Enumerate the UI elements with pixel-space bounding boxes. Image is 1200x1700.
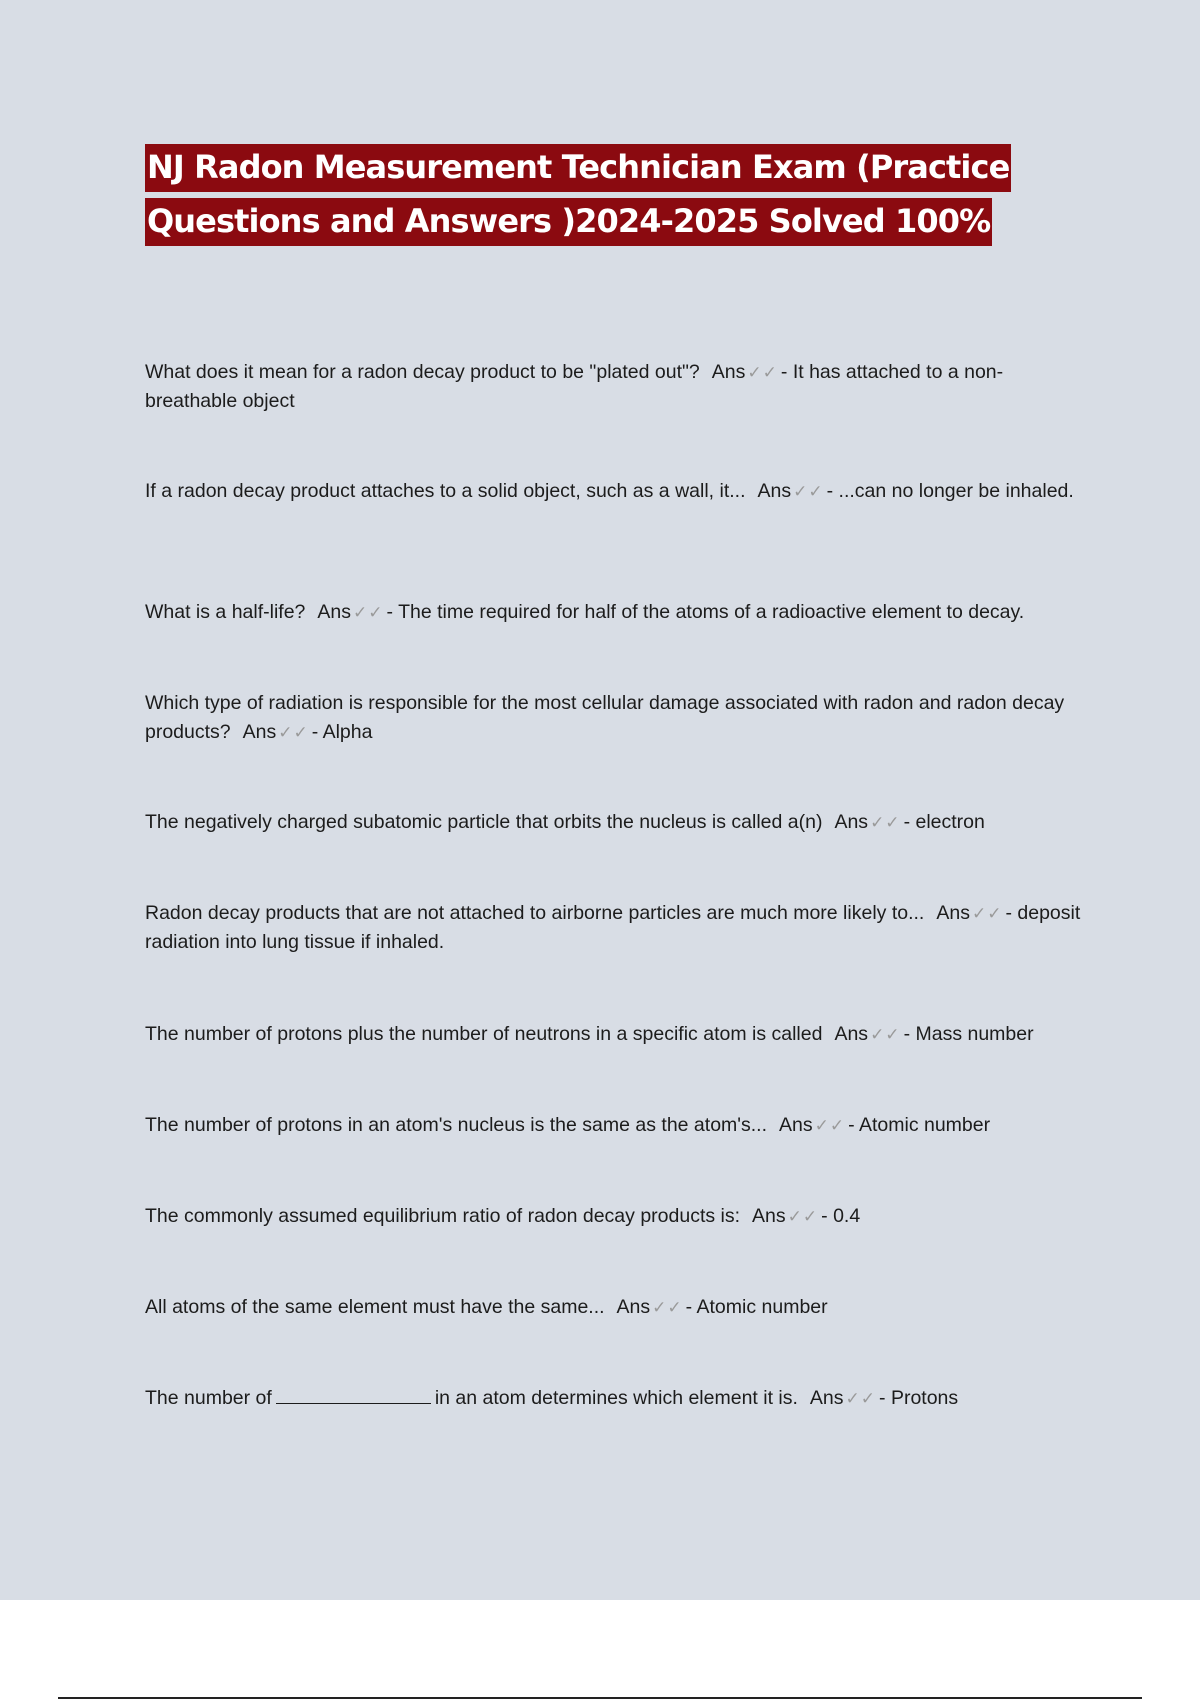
double-check-icon: ✓✓ bbox=[747, 363, 778, 382]
answer-text: Protons bbox=[890, 1387, 959, 1409]
fill-in-blank bbox=[276, 1385, 431, 1404]
ans-label: Ans bbox=[317, 601, 352, 623]
question-text: If a radon decay product attaches to a solid object, such as a wall, it... bbox=[145, 480, 746, 502]
answer-text: Atomic number bbox=[858, 1114, 991, 1136]
double-check-icon: ✓✓ bbox=[870, 1025, 901, 1044]
qa-item-8 bbox=[145, 1111, 1095, 1140]
dash: - bbox=[826, 480, 834, 502]
title-line-1: NJ Radon Measurement Technician Exam (Practice bbox=[145, 144, 1011, 192]
answer-text: Mass number bbox=[915, 1023, 1034, 1045]
answer-text: electron bbox=[915, 811, 985, 833]
question-text-after-blank: in an atom determines which element it is. bbox=[434, 1387, 798, 1409]
ans-label: Ans bbox=[752, 1205, 786, 1227]
dash: - bbox=[1005, 902, 1012, 924]
question-text: The number of protons in an atom's nucleus is the same as the atom's... bbox=[145, 1114, 768, 1136]
answer-text: ...can no longer be inhaled. bbox=[838, 480, 1074, 502]
dash: - bbox=[685, 1296, 693, 1318]
qa-item-6 bbox=[145, 899, 1095, 957]
answer-text: deposit radiation into lung tissue if inhaled. bbox=[145, 902, 1081, 953]
ans-label: Ans bbox=[711, 361, 746, 383]
question-text: The negatively charged subatomic particle that orbits the nucleus is called a(n) bbox=[145, 811, 823, 833]
dash: - bbox=[903, 811, 911, 833]
qa-item-2 bbox=[145, 477, 1095, 506]
ans-label: Ans bbox=[809, 1387, 844, 1409]
double-check-icon: ✓✓ bbox=[353, 603, 384, 622]
ans-label: Ans bbox=[779, 1114, 813, 1136]
dash: - bbox=[821, 1205, 828, 1227]
answer-text: Atomic number bbox=[696, 1296, 828, 1318]
ans-label: Ans bbox=[834, 1023, 869, 1045]
double-check-icon: ✓✓ bbox=[278, 723, 309, 742]
answer-text: It has attached to a non-breathable object bbox=[145, 361, 1004, 412]
question-text: Which type of radiation is responsible for the most cellular damage associated with radon and radon decay products? bbox=[145, 692, 1065, 743]
answer-text: 0.4 bbox=[833, 1205, 861, 1227]
question-text: What is a half-life? bbox=[145, 601, 306, 623]
double-check-icon: ✓✓ bbox=[870, 813, 901, 832]
double-check-icon: ✓✓ bbox=[652, 1298, 683, 1317]
qa-item-4 bbox=[145, 689, 1095, 747]
qa-item-7 bbox=[145, 1020, 1095, 1049]
qa-item-3 bbox=[145, 598, 1095, 627]
answer-text: The time required for half of the atoms of a radioactive element to decay. bbox=[398, 601, 1025, 623]
question-text: All atoms of the same element must have the same... bbox=[145, 1296, 605, 1318]
footer-divider bbox=[58, 1697, 1142, 1699]
ans-label: Ans bbox=[936, 902, 970, 924]
double-check-icon: ✓✓ bbox=[793, 482, 824, 501]
ans-label: Ans bbox=[616, 1296, 651, 1318]
document-title bbox=[145, 144, 1045, 252]
ans-label: Ans bbox=[757, 480, 792, 502]
ans-label: Ans bbox=[242, 721, 277, 743]
dash: - bbox=[780, 361, 788, 383]
question-text: The commonly assumed equilibrium ratio of radon decay products is: bbox=[145, 1205, 741, 1227]
qa-item-9 bbox=[145, 1202, 1095, 1231]
dash: - bbox=[311, 721, 319, 743]
double-check-icon: ✓✓ bbox=[787, 1207, 819, 1226]
question-text: The number of protons plus the number of neutrons in a specific atom is called bbox=[145, 1023, 823, 1045]
dash: - bbox=[903, 1023, 911, 1045]
double-check-icon: ✓✓ bbox=[814, 1116, 846, 1135]
question-text-before-blank: The number of bbox=[145, 1387, 272, 1409]
qa-item-10 bbox=[145, 1293, 1095, 1322]
double-check-icon: ✓✓ bbox=[971, 904, 1003, 923]
double-check-icon: ✓✓ bbox=[845, 1389, 877, 1408]
qa-item-11 bbox=[145, 1384, 1095, 1413]
question-text: What does it mean for a radon decay product to be "plated out"? bbox=[145, 361, 700, 383]
dash: - bbox=[848, 1114, 855, 1136]
answer-text: Alpha bbox=[322, 721, 373, 743]
title-line-2: Questions and Answers )2024-2025 Solved 100% bbox=[145, 198, 992, 246]
ans-label: Ans bbox=[834, 811, 869, 833]
qa-item-5 bbox=[145, 808, 1095, 837]
dash: - bbox=[879, 1387, 886, 1409]
question-text: Radon decay products that are not attached to airborne particles are much more likely to... bbox=[145, 902, 925, 924]
qa-item-1 bbox=[145, 358, 1095, 416]
dash: - bbox=[386, 601, 394, 623]
